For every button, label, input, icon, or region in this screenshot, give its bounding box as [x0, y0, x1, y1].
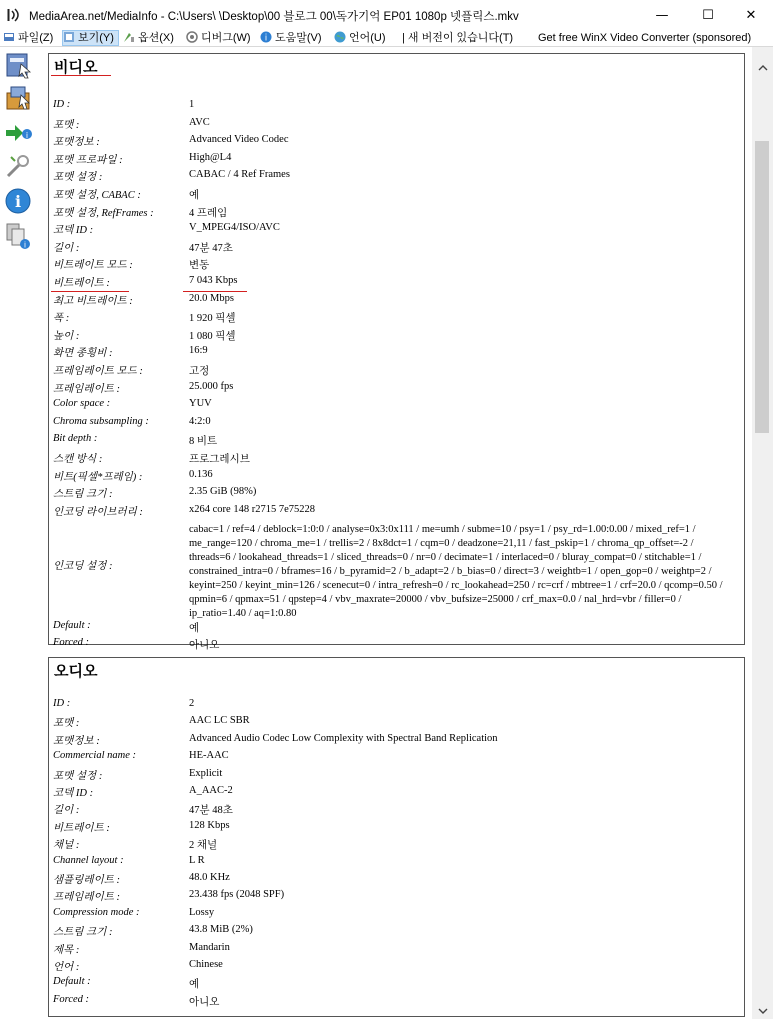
red-underline-bitrate-key: [51, 291, 129, 292]
info-key: 포맷 프로파일 :: [53, 154, 123, 166]
info-value: 변동: [189, 260, 210, 272]
info-value: 8 비트: [189, 436, 218, 448]
svg-text:i: i: [264, 33, 268, 43]
info-key: Color space :: [53, 398, 111, 410]
file-icon: [3, 31, 15, 43]
minimize-button[interactable]: —: [655, 8, 669, 23]
info-key: 최고 비트레이트 :: [53, 295, 133, 307]
info-key: Compression mode :: [53, 906, 140, 918]
update-notice[interactable]: | 새 버전이 있습니다(T): [402, 32, 514, 44]
sponsor-link[interactable]: Get free WinX Video Converter (sponsored): [538, 32, 752, 44]
info-key: 비트레이트 모드 :: [53, 260, 133, 272]
info-key: 비트레이트 :: [53, 278, 110, 289]
info-value: AVC: [189, 116, 210, 128]
info-value: 47분 48초: [189, 805, 233, 817]
red-underline-bitrate-value: [183, 291, 247, 292]
info-key: Commercial name :: [53, 750, 137, 762]
copy-info-icon[interactable]: [3, 221, 33, 251]
info-value: 47분 47초: [189, 242, 233, 254]
info-value: 25.000 fps: [189, 380, 234, 392]
info-value: Chinese: [189, 959, 223, 970]
info-value: 2 채널: [189, 840, 218, 852]
info-value: High@L4: [189, 151, 232, 163]
info-key: 코덱 ID :: [53, 788, 94, 799]
help-icon: [260, 31, 272, 43]
info-key: 비트(픽셀*프레임) :: [53, 471, 143, 483]
scroll-up-button[interactable]: [752, 47, 773, 87]
info-key: 포맷 설정, RefFrames :: [53, 207, 154, 219]
title-bar: [0, 0, 773, 32]
info-key: 스트림 크기 :: [53, 927, 113, 939]
info-key: 프레임레이트 모드 :: [53, 366, 143, 377]
menu-language[interactable]: [334, 31, 386, 46]
view-icon: [63, 31, 75, 43]
info-value: 4 프레임: [189, 207, 228, 219]
info-key: 길이 :: [53, 242, 80, 254]
menu-debug[interactable]: [186, 31, 251, 46]
info-key: 포맷 :: [53, 119, 80, 131]
info-value: 1 920 픽셀: [189, 313, 236, 325]
debug-icon: [186, 31, 198, 43]
info-value: HE-AAC: [189, 750, 229, 762]
info-key: 인코딩 라이브러리 :: [53, 506, 143, 518]
info-key: 스트림 크기 :: [53, 489, 113, 501]
info-key: 포맷 설정 :: [53, 770, 103, 782]
info-key: 채널 :: [53, 840, 80, 852]
info-key: 포맷정보 :: [53, 735, 100, 747]
language-icon: [334, 31, 346, 43]
info-value: 아니오: [189, 640, 220, 652]
encoding-settings-value: cabac=1 / ref=4 / deblock=1:0:0 / analyse=0x3:0x111 / me=umh / subme=10 / psy=1 / psy_rd=1.00:0.00 / mixed_ref=1 / me_range=120 / chroma_me=1 / trellis=2 / 8x8dct=1 / cqm=0 / deadzone=21,11 / fast_pskip=1 / chroma_qp_offset=-2 / threads=6 / lookahead_threads=1 / sliced_threads=0 / nr=0 / decimate=1 / interlaced=0 / bluray_compat=0 / stitchable=1 / constrained_intra=0 / bframes=16 / b_pyramid=2 / b_adapt=2 / b_bias=0 / direct=3 / weightb=1 / open_gop=0 / weightp=2 / keyint=250 / keyint_min=126 / scenecut=0 / intra_refresh=0 / rc_lookahead=250 / rc=crf / mbtree=1 / crf=20.0 / qcomp=0.50 / qpmin=6 / qpmax=51 / qpstep=4 / vbv_maxrate=20000 / vbv_bufsize=25000 / crf_max=0.0 / nal_hrd=vbr / filler=0 / ip_ratio=1.40 / aq=1:0.80: [189, 524, 723, 620]
info-value: Advanced Video Codec: [189, 134, 289, 146]
info-value: CABAC / 4 Ref Frames: [189, 169, 290, 181]
info-value: 고정: [189, 366, 210, 377]
menu-help[interactable]: [260, 31, 322, 46]
info-value: L R: [189, 854, 205, 866]
menu-view-label: 보기(Y): [78, 32, 114, 44]
info-icon[interactable]: [3, 186, 33, 216]
info-value: 16:9: [189, 345, 208, 357]
chevron-up-icon: [758, 64, 768, 71]
maximize-button[interactable]: ☐: [702, 8, 714, 23]
scroll-down-button[interactable]: [752, 1003, 773, 1019]
menu-options[interactable]: [123, 31, 174, 46]
info-key: Forced :: [53, 993, 90, 1005]
info-key: Default :: [53, 620, 91, 632]
info-value: 1 080 픽셀: [189, 330, 236, 342]
menu-file[interactable]: [3, 31, 53, 46]
audio-section: [48, 657, 745, 1017]
info-key: 비트레이트 :: [53, 822, 110, 834]
info-key: 인코딩 설정 :: [53, 561, 113, 573]
red-underline-title: [51, 75, 111, 76]
info-key: 코덱 ID :: [53, 225, 94, 237]
info-value: 128 Kbps: [189, 819, 230, 831]
svg-text:i: i: [14, 192, 22, 211]
export-icon[interactable]: [3, 118, 33, 148]
info-key: 언어 :: [53, 962, 80, 973]
info-key: 프레임레이트 :: [53, 892, 120, 904]
info-value: x264 core 148 r2715 7e75228: [189, 503, 315, 515]
info-key: 샘플링레이트 :: [53, 875, 120, 886]
info-value: 1: [189, 99, 195, 110]
audio-section-title: 오디오: [54, 662, 98, 680]
info-key: 폭 :: [53, 313, 70, 325]
info-value: YUV: [189, 398, 212, 410]
info-value: Mandarin: [189, 941, 230, 953]
info-value: Explicit: [189, 767, 223, 779]
app-icon: [7, 8, 23, 22]
options-icon: [123, 31, 135, 43]
info-key: 길이 :: [53, 805, 80, 817]
menu-view[interactable]: [62, 30, 119, 46]
menu-language-label: 언어(U): [349, 32, 386, 44]
svg-text:i: i: [23, 240, 27, 250]
vertical-scrollbar[interactable]: [752, 47, 773, 1019]
info-value: V_MPEG4/ISO/AVC: [189, 222, 280, 234]
info-value: 48.0 KHz: [189, 872, 230, 883]
info-key: 프레임레이트 :: [53, 383, 120, 395]
settings-icon[interactable]: [3, 151, 33, 181]
info-key: 포맷 설정, CABAC :: [53, 190, 141, 201]
info-key: Default :: [53, 976, 91, 988]
info-value: 2.35 GiB (98%): [189, 486, 257, 498]
info-panel: [39, 47, 752, 1019]
info-key: 포맷정보 :: [53, 137, 100, 149]
info-value: Advanced Audio Codec Low Complexity with Spectral Band Replication: [189, 732, 498, 744]
info-value: 20.0 Mbps: [189, 292, 234, 304]
info-value: A_AAC-2: [189, 785, 233, 796]
window-title: MediaArea.net/MediaInfo - C:\Users\ \Desktop\00 블로그 00\독가기억 EP01 1080p 넷플릭스.mkv: [29, 11, 519, 23]
info-value: 예: [189, 623, 200, 635]
menu-file-label: 파일(Z): [18, 32, 54, 44]
info-value: Lossy: [189, 906, 215, 918]
close-button[interactable]: ✕: [745, 8, 757, 23]
info-key: 높이 :: [53, 330, 80, 342]
menu-bar: [0, 31, 773, 47]
info-value: 4:2:0: [189, 415, 211, 427]
chevron-down-icon: [758, 1008, 768, 1015]
info-value: 예: [189, 190, 200, 201]
info-key: 포맷 :: [53, 718, 80, 730]
menu-help-label: 도움말(V): [275, 32, 322, 44]
info-value: 예: [189, 979, 200, 991]
svg-text:i: i: [25, 131, 29, 140]
open-file-icon[interactable]: [3, 50, 33, 80]
info-value: 7 043 Kbps: [189, 275, 238, 286]
info-key: Channel layout :: [53, 854, 124, 866]
info-key: Chroma subsampling :: [53, 415, 149, 427]
info-key: Bit depth :: [53, 433, 98, 445]
info-value: 43.8 MiB (2%): [189, 924, 253, 936]
left-toolbar: [0, 47, 38, 1019]
info-value: 프로그레시브: [189, 454, 250, 465]
info-key: 화면 종횡비 :: [53, 348, 113, 360]
info-key: 스캔 방식 :: [53, 454, 103, 465]
info-key: 포맷 설정 :: [53, 172, 103, 184]
info-value: 23.438 fps (2048 SPF): [189, 889, 285, 901]
info-value: 0.136: [189, 468, 213, 480]
info-key: Forced :: [53, 637, 90, 649]
info-key: 제목 :: [53, 944, 80, 956]
scroll-thumb[interactable]: [755, 141, 769, 433]
info-value: 아니오: [189, 996, 220, 1008]
info-value: 2: [189, 698, 195, 709]
info-key: ID :: [53, 698, 71, 709]
menu-options-label: 옵션(X): [138, 32, 174, 44]
video-section-title: 비디오: [54, 58, 98, 76]
open-folder-icon[interactable]: [3, 83, 33, 113]
info-key: ID :: [53, 99, 71, 110]
menu-debug-label: 디버그(W): [201, 32, 251, 44]
video-section: [48, 53, 745, 652]
info-value: AAC LC SBR: [189, 715, 250, 727]
